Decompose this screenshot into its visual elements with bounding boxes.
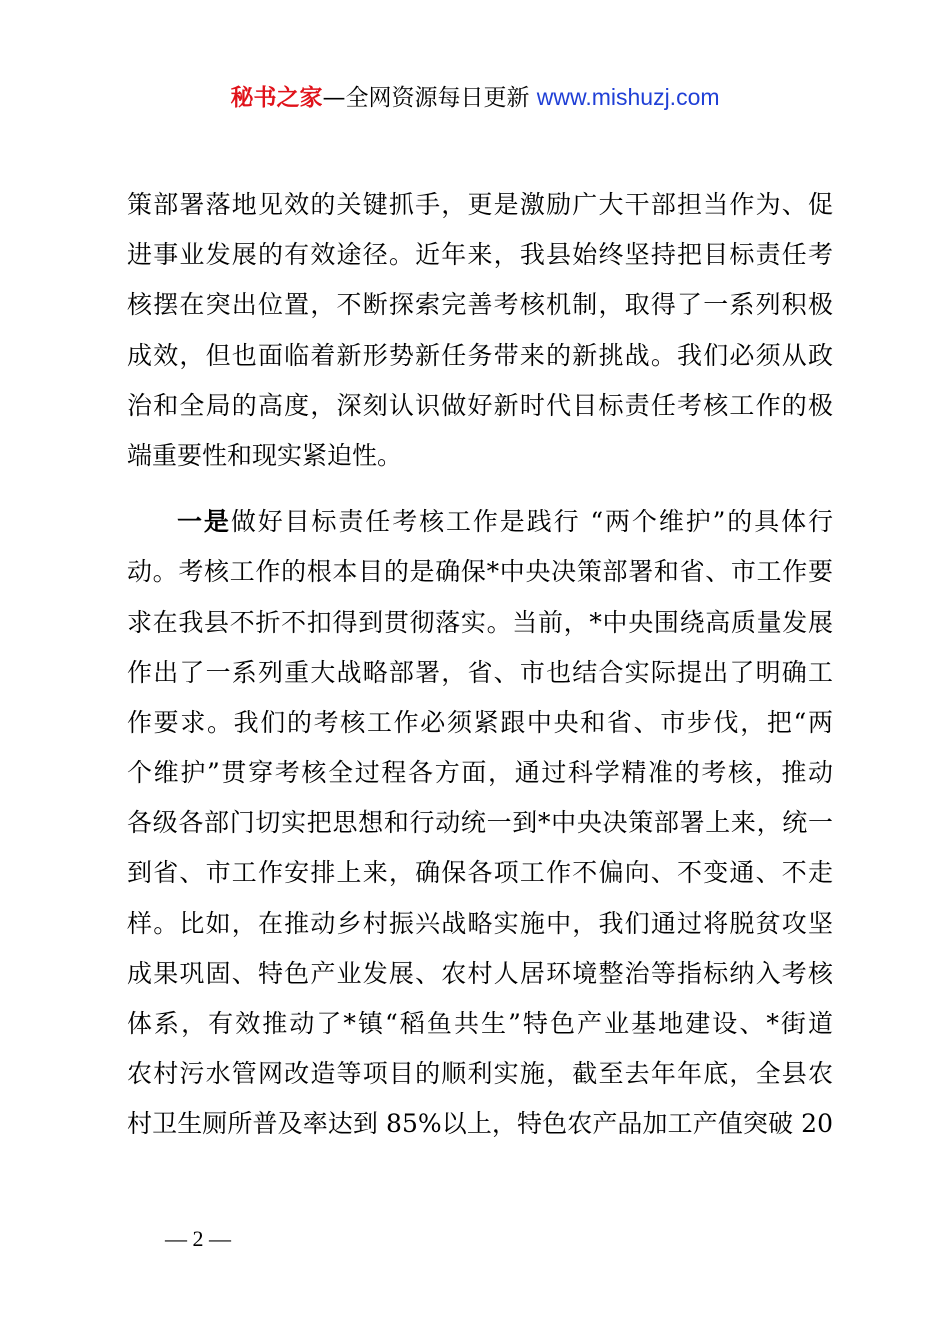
- text-line-rest: 做好目标责任考核工作是践行 “两个维护”的具体行: [230, 507, 833, 537]
- text-line: 体系，有效推动了*镇“稻鱼共生”特色产业基地建设、*街道: [127, 1009, 833, 1038]
- text-line: 求在我县不折不扣得到贯彻落实。当前，*中央围绕高质量发展: [127, 607, 833, 637]
- text-line: 各级各部门切实把思想和行动统一到*中央决策部署上来，统一: [127, 808, 833, 838]
- site-header: [0, 80, 950, 115]
- site-brand: 秘书之家: [230, 85, 323, 111]
- text-line: 农村污水管网改造等项目的顺利实施，截至去年年底，全县农: [127, 1059, 833, 1089]
- text-line: 端重要性和现实紧迫性。: [127, 440, 403, 470]
- text-line: 作要求。我们的考核工作必须紧跟中央和省、市步伐，把“两: [127, 707, 833, 737]
- paragraph: [127, 497, 833, 1149]
- paragraph: [127, 180, 833, 481]
- text-line: [127, 497, 833, 547]
- document-body: [127, 180, 833, 1150]
- paragraph-lead: 一是: [177, 507, 231, 537]
- text-line: 策部署落地见效的关键抓手，更是激励广大干部担当作为、促: [127, 190, 833, 219]
- text-line: 样。比如，在推动乡村振兴战略实施中，我们通过将脱贫攻坚: [127, 908, 833, 938]
- text-line: 个维护”贯穿考核全过程各方面，通过科学精准的考核，推动: [127, 758, 833, 788]
- site-url-link[interactable]: www.mishuzj.com: [536, 84, 720, 110]
- text-line: 成效，但也面临着新形势新任务带来的新挑战。我们必须从政: [127, 340, 833, 370]
- text-line: 进事业发展的有效途径。近年来，我县始终坚持把目标责任考: [127, 240, 833, 270]
- text-line: 核摆在突出位置，不断探索完善考核机制，取得了一系列积极: [127, 290, 833, 320]
- paragraph-spacer: [127, 481, 833, 497]
- text-line: 治和全局的高度，深刻认识做好新时代目标责任考核工作的极: [127, 390, 833, 420]
- text-line: 动。考核工作的根本目的是确保*中央决策部署和省、市工作要: [127, 557, 833, 587]
- text-line: 到省、市工作安排上来，确保各项工作不偏向、不变通、不走: [127, 858, 833, 888]
- page-number: — 2 —: [165, 1226, 231, 1251]
- text-line: 成果巩固、特色产业发展、农村人居环境整治等指标纳入考核: [127, 958, 833, 988]
- text-line: 作出了一系列重大战略部署，省、市也结合实际提出了明确工: [127, 657, 833, 687]
- site-tagline: —全网资源每日更新: [322, 85, 537, 111]
- text-line: 村卫生厕所普及率达到 85%以上，特色农产品加工产值突破 20: [127, 1109, 833, 1139]
